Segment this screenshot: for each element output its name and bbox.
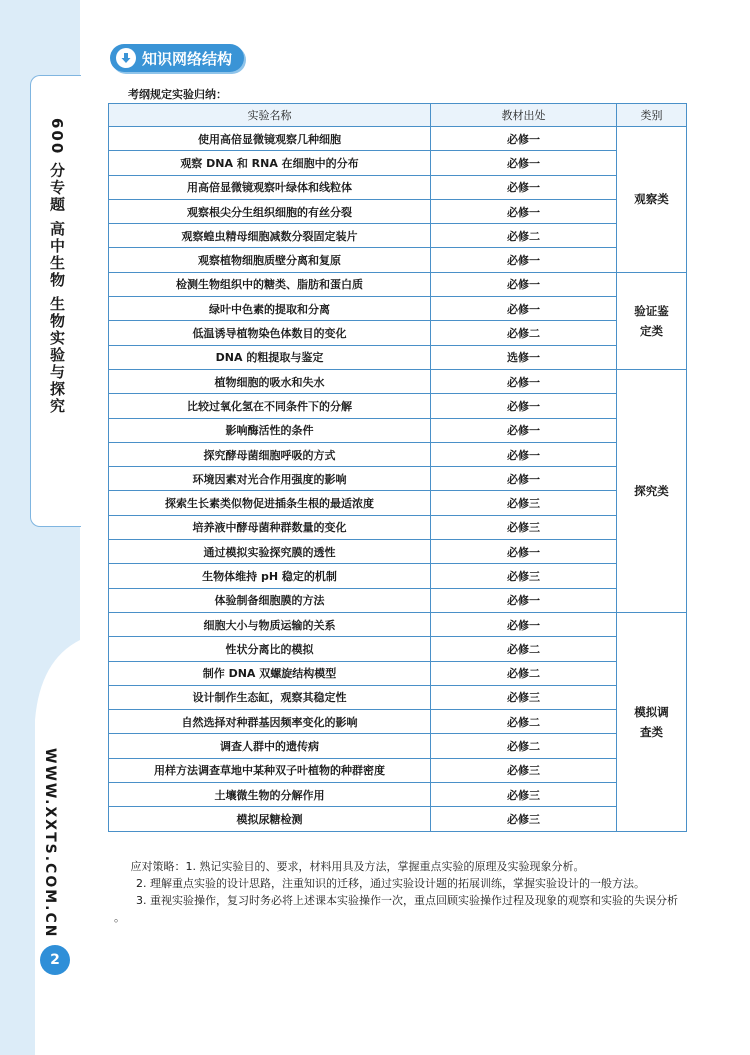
table-row <box>109 272 687 296</box>
table-intro: 考纲规定实验归纳： <box>128 88 227 101</box>
textbook-source: 必修二 <box>431 321 617 345</box>
experiment-name: 影响酶活性的条件 <box>109 418 431 442</box>
category-label: 观察类 <box>634 192 669 207</box>
header-category: 类别 <box>617 104 687 127</box>
table-row <box>109 297 687 321</box>
table-row <box>109 199 687 223</box>
textbook-source: 必修三 <box>431 685 617 709</box>
strategy-notes <box>114 858 688 926</box>
textbook-source: 必修一 <box>431 248 617 272</box>
table-row <box>109 127 687 151</box>
website-url[interactable]: WWW.XXTS.COM.CN <box>42 748 58 939</box>
textbook-source: 必修二 <box>431 224 617 248</box>
table-row <box>109 442 687 466</box>
table-row <box>109 515 687 539</box>
category-label: 定类 <box>640 323 663 338</box>
sidebar-decorative-curve <box>0 640 80 1055</box>
experiment-name: 观察植物细胞质壁分离和复原 <box>109 248 431 272</box>
category-cell <box>617 127 687 273</box>
book-title: 600 分专题 高中生物 生物实验与探究 <box>48 118 66 415</box>
experiment-name: 体验制备细胞膜的方法 <box>109 588 431 612</box>
section-title-badge <box>110 44 244 72</box>
experiment-name: 使用高倍显微镜观察几种细胞 <box>109 127 431 151</box>
experiment-name: 制作 DNA 双螺旋结构模型 <box>109 661 431 685</box>
experiment-name: 性状分离比的模拟 <box>109 637 431 661</box>
table-row <box>109 418 687 442</box>
textbook-source: 必修三 <box>431 783 617 807</box>
experiment-table <box>108 103 687 832</box>
textbook-source: 选修一 <box>431 345 617 369</box>
table-row <box>109 175 687 199</box>
experiment-name: 通过模拟实验探究膜的透性 <box>109 540 431 564</box>
table-row <box>109 612 687 636</box>
table-row <box>109 637 687 661</box>
table-row <box>109 710 687 734</box>
textbook-source: 必修一 <box>431 175 617 199</box>
page-number: 2 <box>40 945 70 975</box>
textbook-source: 必修二 <box>431 710 617 734</box>
textbook-source: 必修一 <box>431 442 617 466</box>
table-row <box>109 540 687 564</box>
category-label: 模拟调 <box>634 704 669 719</box>
table-row <box>109 491 687 515</box>
table-row <box>109 588 687 612</box>
table-row <box>109 321 687 345</box>
textbook-source: 必修三 <box>431 515 617 539</box>
table-row <box>109 661 687 685</box>
textbook-source: 必修一 <box>431 418 617 442</box>
table-row <box>109 807 687 831</box>
experiment-name: 调查人群中的遗传病 <box>109 734 431 758</box>
table-row <box>109 734 687 758</box>
experiment-name: 培养液中酵母菌种群数量的变化 <box>109 515 431 539</box>
table-header-row <box>109 104 687 127</box>
category-cell <box>617 272 687 369</box>
category-cell <box>617 369 687 612</box>
header-name: 实验名称 <box>109 104 431 127</box>
textbook-source: 必修一 <box>431 199 617 223</box>
download-arrow-icon <box>116 48 136 68</box>
experiment-name: 模拟尿糖检测 <box>109 807 431 831</box>
table-row <box>109 224 687 248</box>
textbook-source: 必修三 <box>431 758 617 782</box>
note-item: 3. 重视实验操作，复习时务必将上述课本实验操作一次，重点回顾实验操作过程及现象的观察和实验的失误分析 。 <box>114 894 678 924</box>
textbook-source: 必修一 <box>431 394 617 418</box>
table-row <box>109 783 687 807</box>
table-row <box>109 685 687 709</box>
header-source: 教材出处 <box>431 104 617 127</box>
experiment-name: 环境因素对光合作用强度的影响 <box>109 467 431 491</box>
experiment-name: 探究酵母菌细胞呼吸的方式 <box>109 442 431 466</box>
textbook-source: 必修一 <box>431 297 617 321</box>
experiment-name: 植物细胞的吸水和失水 <box>109 369 431 393</box>
category-label: 验证鉴 <box>634 303 669 318</box>
table-row <box>109 564 687 588</box>
experiment-name: 观察根尖分生组织细胞的有丝分裂 <box>109 199 431 223</box>
textbook-source: 必修三 <box>431 807 617 831</box>
textbook-source: 必修一 <box>431 272 617 296</box>
experiment-name: 探索生长素类似物促进插条生根的最适浓度 <box>109 491 431 515</box>
experiment-name: 土壤微生物的分解作用 <box>109 783 431 807</box>
table-row <box>109 369 687 393</box>
table-row <box>109 345 687 369</box>
textbook-source: 必修一 <box>431 588 617 612</box>
experiment-name: 设计制作生态缸，观察其稳定性 <box>109 685 431 709</box>
textbook-source: 必修二 <box>431 734 617 758</box>
textbook-source: 必修二 <box>431 637 617 661</box>
note-item: 应对策略：1. 熟记实验目的、要求，材料用具及方法，掌握重点实验的原理及实验现象分析。 <box>130 860 585 873</box>
textbook-source: 必修三 <box>431 564 617 588</box>
category-label: 探究类 <box>634 483 669 498</box>
textbook-source: 必修一 <box>431 369 617 393</box>
experiment-name: 检测生物组织中的糖类、脂肪和蛋白质 <box>109 272 431 296</box>
experiment-name: 用样方法调查草地中某种双子叶植物的种群密度 <box>109 758 431 782</box>
experiment-name: 比较过氧化氢在不同条件下的分解 <box>109 394 431 418</box>
textbook-source: 必修一 <box>431 127 617 151</box>
experiment-name: 自然选择对种群基因频率变化的影响 <box>109 710 431 734</box>
category-label: 查类 <box>640 724 663 739</box>
textbook-source: 必修一 <box>431 612 617 636</box>
note-item: 2. 理解重点实验的设计思路，注重知识的迁移，通过实验设计题的拓展训练，掌握实验设计的一般方法。 <box>136 877 645 890</box>
experiment-name: 观察蝗虫精母细胞减数分裂固定装片 <box>109 224 431 248</box>
textbook-source: 必修二 <box>431 661 617 685</box>
experiment-name: 低温诱导植物染色体数目的变化 <box>109 321 431 345</box>
category-cell <box>617 612 687 831</box>
experiment-name: DNA 的粗提取与鉴定 <box>109 345 431 369</box>
table-row <box>109 151 687 175</box>
table-row <box>109 394 687 418</box>
experiment-name: 细胞大小与物质运输的关系 <box>109 612 431 636</box>
experiment-name: 生物体维持 pH 稳定的机制 <box>109 564 431 588</box>
table-row <box>109 467 687 491</box>
experiment-name: 用高倍显微镜观察叶绿体和线粒体 <box>109 175 431 199</box>
experiment-name: 绿叶中色素的提取和分离 <box>109 297 431 321</box>
table-row <box>109 248 687 272</box>
textbook-source: 必修三 <box>431 491 617 515</box>
textbook-source: 必修一 <box>431 151 617 175</box>
experiment-name: 观察 DNA 和 RNA 在细胞中的分布 <box>109 151 431 175</box>
section-title: 知识网络结构 <box>142 49 233 68</box>
textbook-source: 必修一 <box>431 467 617 491</box>
table-row <box>109 758 687 782</box>
textbook-source: 必修一 <box>431 540 617 564</box>
table-body <box>109 127 687 832</box>
